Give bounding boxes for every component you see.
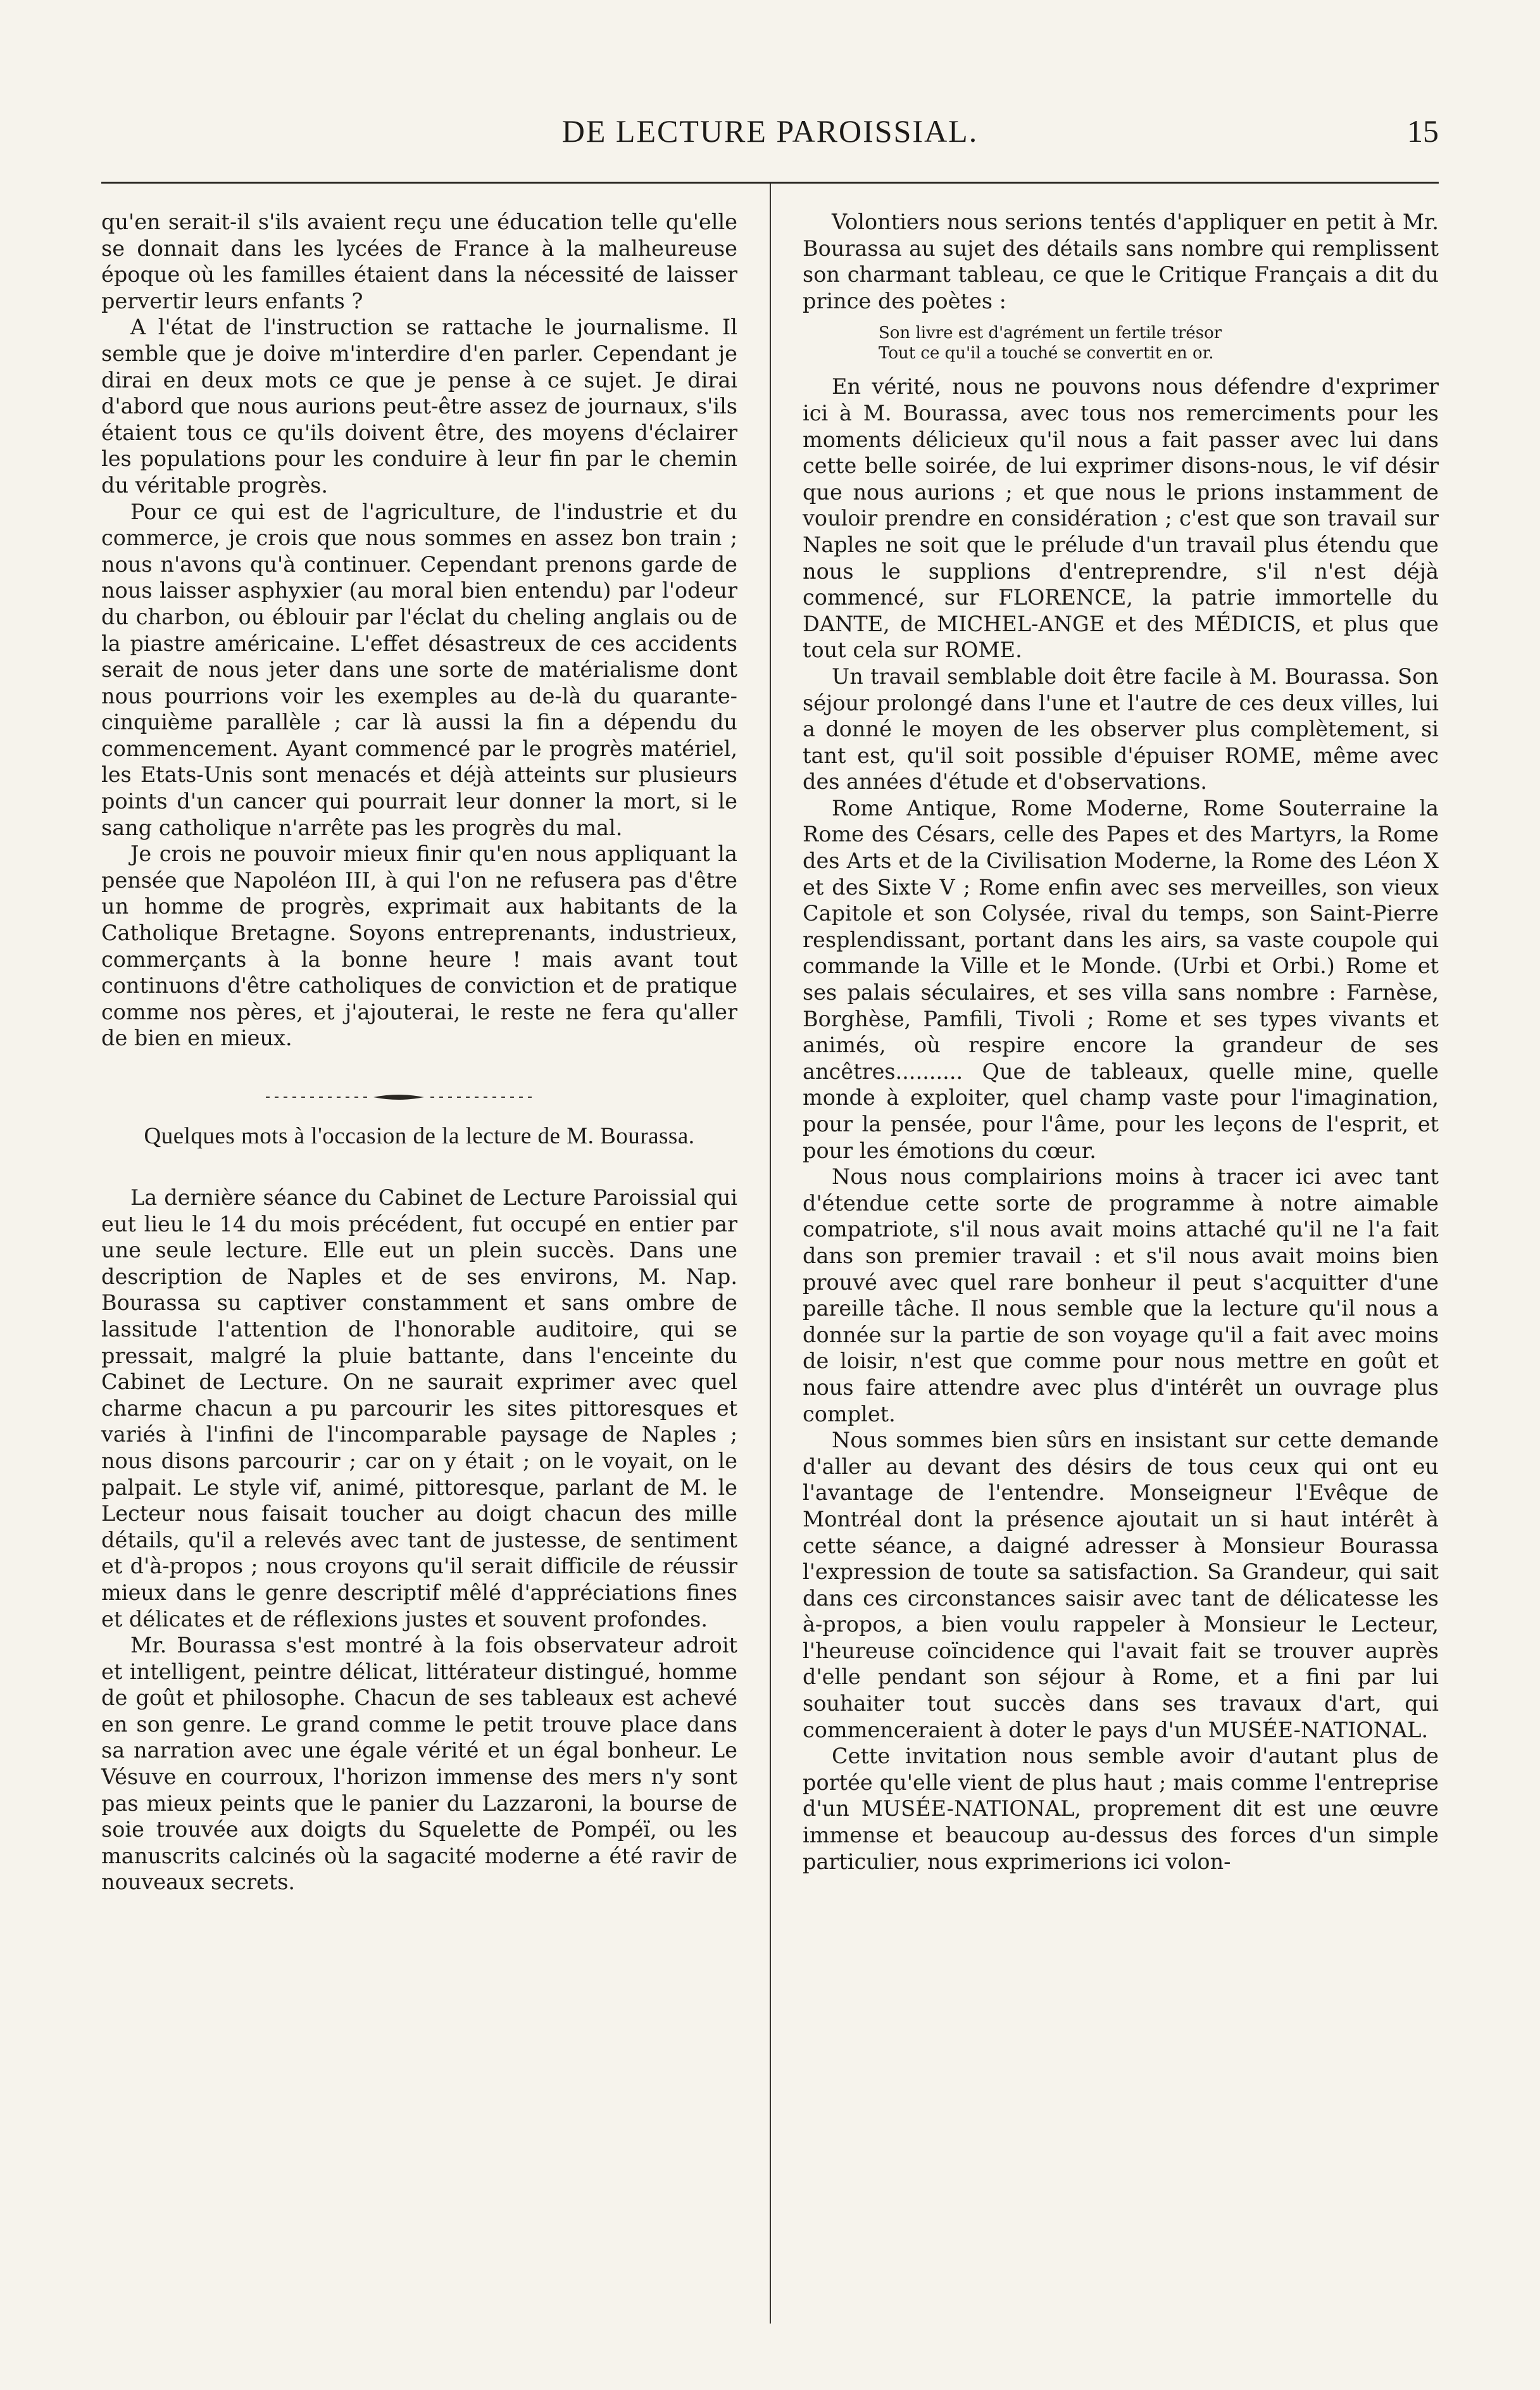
paragraph: Rome Antique, Rome Moderne, Rome Souterraine la Rome des Césars, celle des Papes et des Martyrs, la Rome des Arts et de la Civilisation Moderne, la Rome des Léon X et des Sixte V ; Rome enfin avec ses merveilles, son vieux Capitole et son Colysée, rival du temps, son Saint-Pierre resplendissant, portant dans les airs, sa vaste coupole qui commande la Ville et le Monde. (Urbi et Orbi.) Rome et ses palais séculaires, et ses villa sans nombre : Farnèse, Borghèse, Pamfili, Tivoli ; Rome et ses types vivants et animés, où respire encore la grandeur de ses ancêtres.......... Que de tableaux, quelle mine, quelle monde à exploiter, quel champ vaste pour l'imagination, pour la pensée, pour l'âme, pour les leçons de l'esprit, et pour les émotions du cœur.	[803, 795, 1439, 1163]
page-number: 15	[1407, 113, 1439, 149]
paragraph: Mr. Bourassa s'est montré à la fois observateur adroit et intelligent, peintre délicat, littérateur distingué, homme de goût et philosophe. Chacun de ses tableaux est achevé en son genre. Le grand comme le petit trouve place dans sa narration avec une égale vérité et un égal bonheur. Le Vésuve en courroux, l'horizon immense des mers n'y sont pas mieux peints que le panier du Lazzaroni, la bourse de soie trouvée aux doigts du Squelette de Pompéï, ou les manuscrits calcinés où la sagacité moderne a été ravir de nouveaux secrets.	[101, 1633, 737, 1895]
section-heading: Quelques mots à l'occasion de la lecture de M. Bourassa.	[144, 1123, 695, 1149]
verse-quote	[803, 323, 1439, 363]
right-column	[803, 209, 1439, 1875]
paragraph: Pour ce qui est de l'agriculture, de l'industrie et du commerce, je crois que nous sommes en assez bon train ; nous n'avons qu'à continuer. Cependant prenons garde de nous laisser asphyxier (au moral bien entendu) par l'odeur du charbon, ou éblouir par l'éclat du cheling anglais ou de la piastre américaine. L'effet désastreux de ces accidents serait de nous jeter dans une sorte de matérialisme dont nous pourrions voir les exemples au de-là du quarante-cinquième parallèle ; car là aussi la fin a dépendu du commencement. Ayant commencé par le progrès matériel, les Etats-Unis sont menacés et déjà atteints sur plusieurs points d'un cancer qui pourrait leur donner la mort, si le sang catholique n'arrête pas les progrès du mal.	[101, 499, 737, 840]
paragraph: Nous nous complairions moins à tracer ici avec tant d'étendue cette sorte de programme à notre aimable compatriote, s'il nous avait moins attaché qu'il ne l'a fait dans son premier travail : et s'il nous avait moins bien prouvé avec quel rare bonheur il peut s'acquitter d'une pareille tâche. Il nous semble que la lecture qu'il nous a donnée sur la partie de son voyage qu'il a fait avec moins de loisir, n'est que comme pour nous mettre en goût et nous faire attendre avec plus d'intérêt un ouvrage plus complet.	[803, 1164, 1439, 1426]
paragraph: Un travail semblable doit être facile à M. Bourassa. Son séjour prolongé dans l'une et l'autre de ces deux villes, lui a donné le moyen de les observer plus complètement, si tant est, qu'il soit possible d'épuiser ROME, même avec des années d'étude et d'observations.	[803, 664, 1439, 795]
column-divider	[770, 184, 771, 2324]
page-header	[101, 113, 1439, 157]
ornament-rule-icon	[266, 1091, 532, 1104]
verse-line: Tout ce qu'il a touché se convertit en or.	[879, 344, 1214, 363]
running-title: DE LECTURE PAROISSIAL.	[561, 113, 979, 149]
paragraph: Nous sommes bien sûrs en insistant sur cette demande d'aller au devant des désirs de tous ceux qui ont eu l'avantage de l'entendre. Monseigneur l'Evêque de Montréal dont la présence ajoutait un si haut intérêt à cette séance, a daigné adresser à Monsieur Bourassa l'expression de toute sa satisfaction. Sa Grandeur, qui sait dans ces circonstances saisir avec tant de délicatesse les à-propos, a bien voulu rappeler à Monsieur le Lecteur, l'heureuse coïncidence qui l'avait fait se trouver auprès d'elle pendant son séjour à Rome, et a fini par lui souhaiter tout succès dans ses travaux d'art, qui commenceraient à doter le pays d'un MUSÉE-NATIONAL.	[803, 1428, 1439, 1742]
left-column	[101, 209, 737, 1896]
paragraph: En vérité, nous ne pouvons nous défendre d'exprimer ici à M. Bourassa, avec tous nos remerciments pour les moments délicieux qu'il nous a fait passer avec lui dans cette belle soirée, de lui exprimer disons-nous, le vif désir que nous aurions ; et que nous le prions instamment de vouloir prendre en considération ; c'est que son travail sur Naples ne soit que le prélude d'un travail plus étendu que nous le supplions d'entreprendre, s'il n'est déjà commencé, sur FLORENCE, la patrie immortelle du DANTE, de MICHEL-ANGE et des MÉDICIS, et plus que tout cela sur ROME.	[803, 374, 1439, 663]
paragraph: Je crois ne pouvoir mieux finir qu'en nous appliquant la pensée que Napoléon III, à qui l'on ne refusera pas d'être un homme de progrès, exprimait aux habitants de la Catholique Bretagne. Soyons entreprenants, industrieux, commerçants à la bonne heure ! mais avant tout continuons d'être catholiques de conviction et de pratique comme nos pères, et j'ajouterai, le reste ne fera qu'aller de bien en mieux.	[101, 841, 737, 1051]
paragraph: La dernière séance du Cabinet de Lecture Paroissial qui eut lieu le 14 du mois précédent, fut occupé en entier par une seule lecture. Elle eut un plein succès. Dans une description de Naples et de ses environs, M. Nap. Bourassa su captiver constamment et sans ombre de lassitude l'attention de l'honorable auditoire, qui se pressait, malgré la pluie battante, dans l'enceinte du Cabinet de Lecture. On ne saurait exprimer avec quel charme chacun a pu parcourir les sites pittoresques et variés à l'infini de l'incomparable paysage de Naples ; nous disons parcourir ; car on y était ; on le voyait, on le palpait. Le style vif, animé, pittoresque, parlant de M. le Lecteur nous faisait toucher au doigt chacun des mille détails, qu'il a relevés avec tant de justesse, de sentiment et d'à-propos ; nous croyons qu'il serait difficile de réussir mieux dans le genre descriptif mêlé d'appréciations fines et délicates et de réflexions justes et souvent profondes.	[101, 1185, 737, 1632]
paragraph: qu'en serait-il s'ils avaient reçu une éducation telle qu'elle se donnait dans les lycées de France à la malheureuse époque où les familles étaient dans la nécessité de laisser pervertir leurs enfants ?	[101, 210, 737, 313]
paragraph: A l'état de l'instruction se rattache le journalisme. Il semble que je doive m'interdire d'en parler. Cependant je dirai en deux mots ce que je pense à ce sujet. Je dirai d'abord que nous aurions peut-être assez de journaux, s'ils étaient tous ce qu'ils doivent être, des moyens d'éclairer les populations pour les conduire à leur fin par le chemin du véritable progrès.	[101, 315, 737, 498]
paragraph: Volontiers nous serions tentés d'appliquer en petit à Mr. Bourassa au sujet des détails sans nombre qui remplissent son charmant tableau, ce que le Critique Français a dit du prince des poètes :	[803, 210, 1439, 313]
verse-line: Son livre est d'agrément un fertile trésor	[879, 324, 1222, 343]
section-ornament	[101, 1085, 737, 1110]
paragraph: Cette invitation nous semble avoir d'autant plus de portée qu'elle vient de plus haut ; mais comme l'entreprise d'un MUSÉE-NATIONAL, proprement dit est une œuvre immense et beaucoup au-dessus des forces d'un simple particulier, nous exprimerions ici volon-	[803, 1744, 1439, 1874]
